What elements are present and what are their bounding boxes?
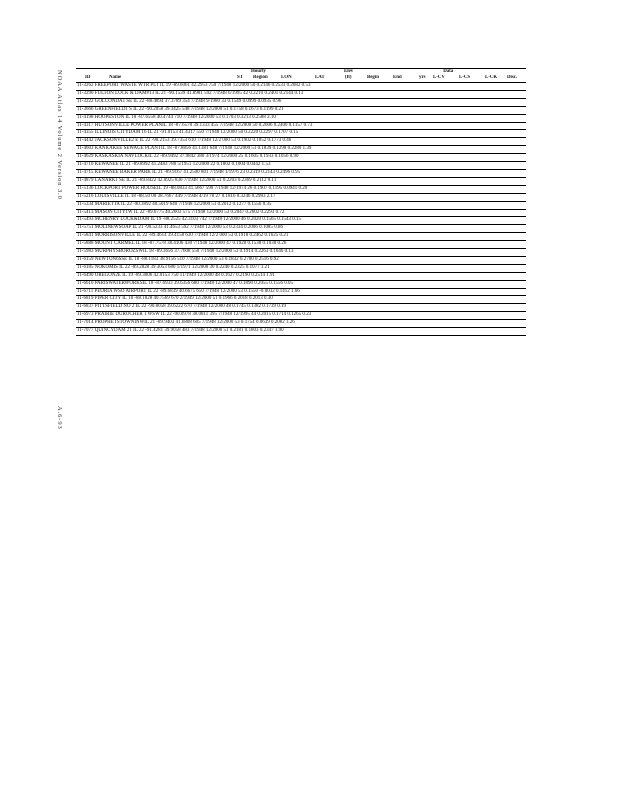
station-record: 11-7077 QUINCYDAM 21 IL 22 -91.4281 39.9058 483 7/1948 12/2000 51 0.2181 0.1803 0.2347 1.90 [76, 328, 526, 336]
table-row [76, 146, 526, 154]
station-record: 11-3666 GREENFIELD1 S IL 22 -90.2058 39.3425 548 7/1948 12/2000 51 0.1758 0.1673 0.1199 0.21 [76, 106, 526, 114]
table-row [76, 162, 526, 170]
table-row [76, 225, 526, 233]
table-row [76, 233, 526, 241]
station-record: 11-7014 PROPHETSTOWNINWIL 21 -89.9403 41.6808 605 7/1948 12/2000 53 0.1754 0.0639 0.2082 3.26 [76, 320, 526, 328]
station-record: 11-3222 GOLCONDA1 SE IL 22 -88.4894 37.3789 354 7/1948 9/1980 33 0.1549 0.0999 0.0935 0.96 [76, 98, 526, 106]
station-record: 11-5216 LOUISVILLE IL 18 -88.50 00 38.7667 449 7/1948 4/19 78 27 0.1816 0.3246 0.2983 2.17 [76, 193, 526, 201]
table-row [76, 130, 526, 138]
table-row [76, 90, 526, 98]
table-row [76, 264, 526, 272]
header-columns: ID Name ST Region LON LAT (ft) Begin End yrs L-CV L-CS L-CK Disc. [76, 75, 526, 83]
header-hourly-elev-data: Hourly Elev Data [76, 69, 526, 76]
table-row [76, 83, 526, 91]
station-record: 11-6711 PEORIA WSO AIRPORT IL 22 -89.6839 40.6675 650 7/1948 12/2000 53 0.1550 -0.0032 0.1412 1.66 [76, 288, 526, 296]
page-margin-note [56, 70, 63, 430]
header-row-3 [76, 75, 526, 83]
table-row [76, 138, 526, 146]
station-record: 11-4603 KANKAKEE SEWAGE PLANTIL 18 -87.8856 41.1381 640 7/1948 12/2000 51 0.1839 0.1298 0.2280 1.39 [76, 146, 526, 154]
table-row [76, 328, 526, 336]
table-row [76, 280, 526, 288]
station-record: 11-4317 HUTSONVILLE POWER PLANIL 18 -87.6578 39.1333 455 7/1948 12/2000 50 0.2006 0.2400 0.1157 0.73 [76, 122, 526, 130]
table-row [76, 106, 526, 114]
table-row [76, 241, 526, 249]
station-record: 11-3290 FULTON LOCK & DAM#13 IL 21 -90.1539 41.8981 592 7/1948 6/1995 42 0.2210 0.2401 0.2144 0.13 [76, 90, 526, 98]
station-record: 11-5334 MARIETTA IL 22 -90.3892 40.5019 640 7/1948 12/2000 51 0.2012 0.1277 0.1556 0.35 [76, 201, 526, 209]
station-record: 11-3262 FREEPORT WASTE WTR PLT IL 19 -89.6061 42.2953 750 7/1948 12/2000 50 0.2146 0.2533 0.2082 0.53 [76, 83, 526, 91]
table-row [76, 201, 526, 209]
station-record: 11-4355 ILLINOIS CITYDAM 16 IL 21 -91.0153 41.4317 550 7/1948 12/2000 50 0.2220 0.2297 0.1707 0.15 [76, 130, 526, 138]
station-record: 11-4710 KEWANEE IL 21 -89.8992 41.2483 780 5/1951 12/2000 22 0.1802 0.1004 0.0442 1.53 [76, 162, 526, 170]
station-record: 11-6819 PIPER CITY IL 18 -88.1828 40.7569 670 2/1949 12/2000 51 0.1966 0.2018 0.2013 0.30 [76, 296, 526, 304]
station-table-container [76, 68, 526, 336]
station-record: 11-5983 MURPHYSBOROZSWIL 18 -89.3656 37.7608 550 7/1948 12/2000 53 0.1914 0.2263 0.1646 0.13 [76, 249, 526, 257]
station-record: 11-5841 MORRISONVILLE IL 22 -89.4614 39.4158 630 7/1948 12/2 000 53 0.1918 0.2462 0.1625 0.21 [76, 233, 526, 241]
table-row [76, 169, 526, 177]
table-row [76, 320, 526, 328]
station-record: 11-6490 OREGON2E IL 19 -89.3006 42.0153 750 11/1949 12/2000 48 0.1627 0.2190 0.2514 1.91 [76, 272, 526, 280]
station-record: 11-4442 JACKSONVILLE2 E IL 22 -90.2153 39.7353 610 7/1948 12/2 000 53 0.1902 0.1052 0.1773 0.46 [76, 138, 526, 146]
station-record: 11-6610 PARISWATERWORKSIL 18 -87.6933 39.6356 680 7/1948 12/2000 47 0.1890 0.2055 0.1556 0.05 [76, 280, 526, 288]
table-row [76, 304, 526, 312]
table-row [76, 193, 526, 201]
table-row [76, 185, 526, 193]
table-row [76, 177, 526, 185]
station-record: 11-4879 LANARK1 SE IL 21 -89.8422 42.0925 830 7/1948 12/2000 51 0.2203 0.2369 0.2112 0.11 [76, 177, 526, 185]
table-row [76, 249, 526, 257]
table-row [76, 312, 526, 320]
table-row [76, 217, 526, 225]
table-row [76, 209, 526, 217]
table-row [76, 122, 526, 130]
atlas-volume-label: NOAA Atlas 14 Volume 2 Version 3.0 [56, 70, 63, 200]
table-row [76, 296, 526, 304]
station-record: 11-6185 NOKOMIS IL 22 -89.2828 39.3053 680 1/1971 12/2000 30 0.2240 0.2325 0.1077 1.21 [76, 264, 526, 272]
table-row [76, 114, 526, 122]
station-record: 11-5888 MOUNT CARMEL IL 18 -87.7578 38.4106 430 7/1948 12/2000 47 0.1920 0.1538 0.1030 0.26 [76, 241, 526, 249]
station-record: 11-5493 MCHENRY LOCK&DAM IL 19 -88.2525 42.3103 742 7/1948 12/2000 46 0.2020 0.1565 0.1543 0.15 [76, 217, 526, 225]
table-row [76, 154, 526, 162]
page-number: A.6-93 [56, 406, 63, 430]
station-record: 11-6159 NEWTON6SSE IL 18 -88.1183 38.9156 510 7/1948 12/2000 53 0.1832 0.2700 0.2516 0.92 [76, 256, 526, 264]
station-statistics-table [76, 68, 526, 336]
station-record: 11-4198 HOOPESTON IL 18 -87.6558 40.4744 710 7/1948 12/2000 53 0.1703 0.3213 0.2588 2.10 [76, 114, 526, 122]
table-row [76, 256, 526, 264]
station-record: 11-6973 PRAIRIE DUROCHER 1 WSW IL 22 -90.0978 38.0811 395 7/1948 12/1995 44 0.2015 0.1714 0.1265 0.23 [76, 312, 526, 320]
table-row [76, 272, 526, 280]
station-record: 11-5136 LOCKPORT POWER HOUSEIL 19 -88.0833 41.5667 590 7/1948 12/1974 26 0.1907 0.1195 0.0941 0.20 [76, 185, 526, 193]
table-row [76, 288, 526, 296]
station-record: 11-4629 KASKASKIA NAVLOCKIL 22 -89.9492 37.9842 380 3/1974 12/2000 25 0.1605 0.1933 0.1056 0.90 [76, 154, 526, 162]
station-record: 11-6837 PITTSFIELD NO 2 IL 22 -90.8058 39.6222 670 7/1948 12/2000 48 0.1745 0.1382 0.1739 0.19 [76, 304, 526, 312]
station-record: 11-5751 MOLINEWSOAP IL 21 -90.5233 41.4653 592 7/1948 12/2000 53 0.2334 0.2006 0.1085 0.86 [76, 225, 526, 233]
table-body [76, 83, 526, 336]
table-row [76, 98, 526, 106]
station-record: 11-5413 MASON CITY1W IL 22 -89.6775 40.2003 575 7/1948 12/2000 53 0.2047 0.2602 0.2293 0.72 [76, 209, 526, 217]
station-record: 11-4715 KEWANEE BAKER PARK IL 21 -89.9167 41.2500 801 7/1948 1/1976 23 0.2319 0.2143 0.2496 0.95 [76, 169, 526, 177]
